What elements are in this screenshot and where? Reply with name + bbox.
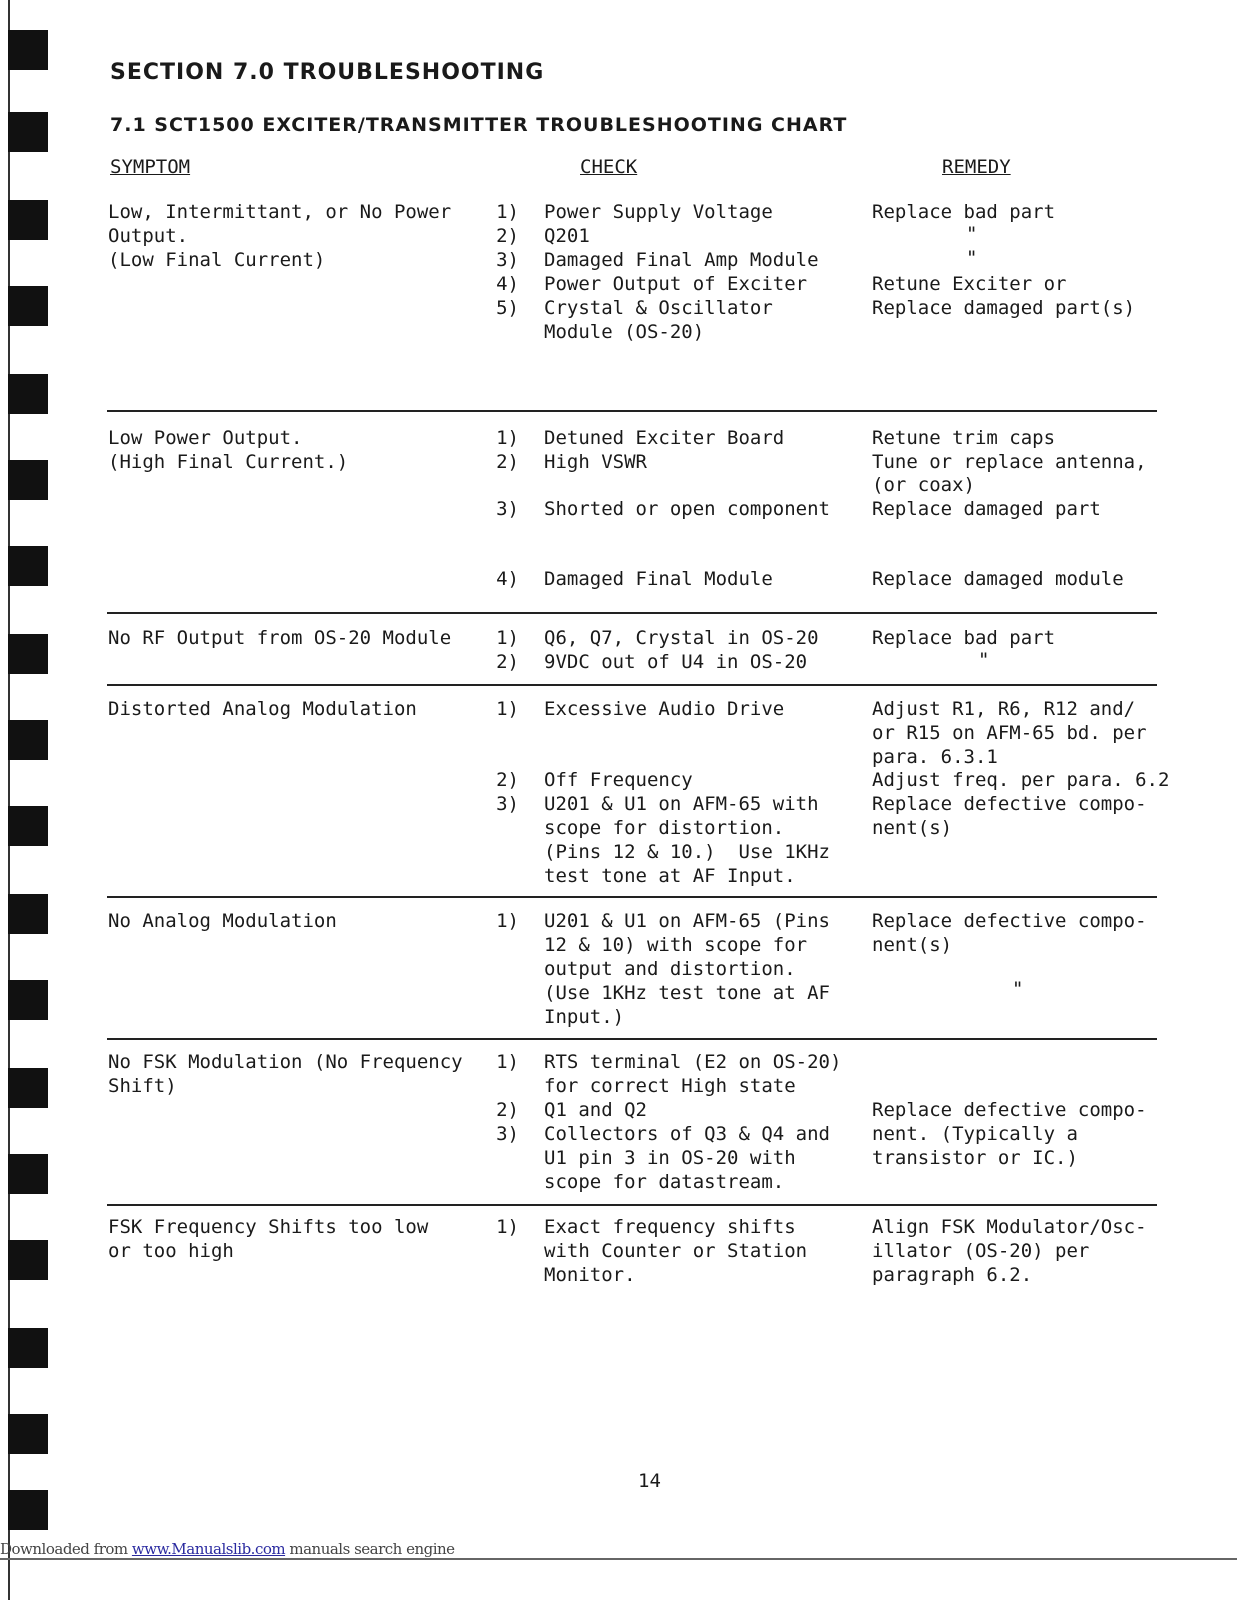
remedy-text: illator (OS-20) per xyxy=(872,1240,1090,1262)
ditto-mark: " xyxy=(966,223,978,245)
symptom-text: No Analog Modulation xyxy=(108,910,337,932)
check-number: 3) xyxy=(496,793,519,815)
check-number: 2) xyxy=(496,1099,519,1121)
manualslib-link[interactable]: www.Manualslib.com xyxy=(131,1540,286,1558)
symptom-text: Shift) xyxy=(108,1075,177,1097)
check-text: 12 & 10) with scope for xyxy=(544,934,808,956)
remedy-text: Adjust R1, R6, R12 and/ xyxy=(872,698,1136,720)
footer-rule xyxy=(0,1558,1237,1560)
check-text: RTS terminal (E2 on OS-20) xyxy=(544,1051,842,1073)
binding-tab xyxy=(8,634,48,674)
check-number: 1) xyxy=(496,1216,519,1238)
check-text: High VSWR xyxy=(544,451,647,473)
binding-tab xyxy=(8,112,48,152)
check-number: 4) xyxy=(496,273,519,295)
binding-tab xyxy=(8,1328,48,1368)
remedy-text: nent(s) xyxy=(872,934,953,956)
symptom-text: Distorted Analog Modulation xyxy=(108,698,417,720)
check-number: 1) xyxy=(496,201,519,223)
check-number: 1) xyxy=(496,910,519,932)
remedy-text: Align FSK Modulator/Osc- xyxy=(872,1216,1147,1238)
row-divider xyxy=(107,612,1157,614)
binding-tab xyxy=(8,286,48,326)
row-divider xyxy=(107,1038,1157,1040)
check-text: Q6, Q7, Crystal in OS-20 xyxy=(544,627,819,649)
remedy-text: Retune Exciter or xyxy=(872,273,1067,295)
binding-tab xyxy=(8,806,48,846)
check-text: Crystal & Oscillator xyxy=(544,297,773,319)
check-text: test tone at AF Input. xyxy=(544,865,796,887)
check-text: Input.) xyxy=(544,1006,625,1028)
column-header-symptom: SYMPTOM xyxy=(110,156,191,178)
row-divider xyxy=(107,1204,1157,1206)
binding-tab xyxy=(8,546,48,586)
check-number: 4) xyxy=(496,568,519,590)
check-text: Excessive Audio Drive xyxy=(544,698,785,720)
column-header-check: CHECK xyxy=(580,156,638,178)
check-number: 2) xyxy=(496,651,519,673)
ditto-mark: " xyxy=(1012,978,1024,1000)
remedy-text: transistor or IC.) xyxy=(872,1147,1078,1169)
check-text: Damaged Final Amp Module xyxy=(544,249,819,271)
remedy-text: Retune trim caps xyxy=(872,427,1056,449)
page-number: 14 xyxy=(638,1470,661,1492)
row-divider xyxy=(107,410,1157,412)
remedy-text: nent(s) xyxy=(872,817,953,839)
check-text: scope for datastream. xyxy=(544,1171,785,1193)
binding-tab xyxy=(8,1414,48,1454)
remedy-text: Replace damaged module xyxy=(872,568,1124,590)
ditto-mark: " xyxy=(966,247,978,269)
symptom-text: or too high xyxy=(108,1240,234,1262)
ditto-mark: " xyxy=(978,649,990,671)
remedy-text: Replace defective compo- xyxy=(872,1099,1147,1121)
check-text: Shorted or open component xyxy=(544,498,830,520)
footer-prefix: Downloaded from xyxy=(0,1540,132,1558)
check-text: Q1 and Q2 xyxy=(544,1099,647,1121)
remedy-text: (or coax) xyxy=(872,474,975,496)
binding-tab xyxy=(8,1490,48,1530)
check-text: Collectors of Q3 & Q4 and xyxy=(544,1123,830,1145)
check-number: 1) xyxy=(496,427,519,449)
check-number: 2) xyxy=(496,769,519,791)
check-number: 5) xyxy=(496,297,519,319)
remedy-text: or R15 on AFM-65 bd. per xyxy=(872,722,1147,744)
check-number: 1) xyxy=(496,627,519,649)
remedy-text: Replace bad part xyxy=(872,627,1056,649)
column-header-remedy: REMEDY xyxy=(942,156,1011,178)
check-number: 2) xyxy=(496,225,519,247)
check-text: with Counter or Station xyxy=(544,1240,808,1262)
symptom-text: Low, Intermittant, or No Power xyxy=(108,201,452,223)
remedy-text: Replace bad part xyxy=(872,201,1056,223)
check-number: 1) xyxy=(496,698,519,720)
binding-tab xyxy=(8,980,48,1020)
remedy-text: Tune or replace antenna, xyxy=(872,451,1147,473)
check-text: Exact frequency shifts xyxy=(544,1216,796,1238)
check-text: Damaged Final Module xyxy=(544,568,773,590)
remedy-text: Replace damaged part xyxy=(872,498,1101,520)
check-text: Monitor. xyxy=(544,1264,636,1286)
check-number: 3) xyxy=(496,249,519,271)
remedy-text: Replace defective compo- xyxy=(872,793,1147,815)
symptom-text: (Low Final Current) xyxy=(108,249,326,271)
symptom-text: (High Final Current.) xyxy=(108,451,349,473)
remedy-text: para. 6.3.1 xyxy=(872,746,998,768)
remedy-text: paragraph 6.2. xyxy=(872,1264,1033,1286)
symptom-text: Low Power Output. xyxy=(108,427,303,449)
symptom-text: Output. xyxy=(108,225,189,247)
check-text: Module (OS-20) xyxy=(544,321,705,343)
section-title: SECTION 7.0 TROUBLESHOOTING xyxy=(110,60,545,85)
check-text: U201 & U1 on AFM-65 (Pins xyxy=(544,910,830,932)
footer-suffix: manuals search engine xyxy=(285,1540,455,1558)
check-text: output and distortion. xyxy=(544,958,796,980)
symptom-text: FSK Frequency Shifts too low xyxy=(108,1216,429,1238)
check-text: U201 & U1 on AFM-65 with xyxy=(544,793,819,815)
chart-title: 7.1 SCT1500 EXCITER/TRANSMITTER TROUBLESHOOTING CHART xyxy=(110,114,848,136)
check-text: Power Output of Exciter xyxy=(544,273,808,295)
binding-tab xyxy=(8,200,48,240)
check-text: Power Supply Voltage xyxy=(544,201,773,223)
check-text: 9VDC out of U4 in OS-20 xyxy=(544,651,808,673)
check-number: 1) xyxy=(496,1051,519,1073)
check-number: 3) xyxy=(496,1123,519,1145)
binding-tab xyxy=(8,1068,48,1108)
binding-tab xyxy=(8,720,48,760)
binding-tab xyxy=(8,894,48,934)
check-number: 2) xyxy=(496,451,519,473)
download-footer xyxy=(0,1540,455,1558)
binding-tab xyxy=(8,1240,48,1280)
binding-tab xyxy=(8,1154,48,1194)
check-text: Detuned Exciter Board xyxy=(544,427,785,449)
symptom-text: No RF Output from OS-20 Module xyxy=(108,627,452,649)
row-divider xyxy=(107,896,1157,898)
remedy-text: nent. (Typically a xyxy=(872,1123,1078,1145)
remedy-text: Adjust freq. per para. 6.2 xyxy=(872,769,1170,791)
binding-tab xyxy=(8,30,48,70)
remedy-text: Replace defective compo- xyxy=(872,910,1147,932)
row-divider xyxy=(107,684,1157,686)
check-text: for correct High state xyxy=(544,1075,796,1097)
check-text: Off Frequency xyxy=(544,769,693,791)
binding-tab xyxy=(8,374,48,414)
check-number: 3) xyxy=(496,498,519,520)
check-text: Q201 xyxy=(544,225,590,247)
remedy-text: Replace damaged part(s) xyxy=(872,297,1136,319)
binding-tab xyxy=(8,460,48,500)
check-text: U1 pin 3 in OS-20 with xyxy=(544,1147,796,1169)
check-text: (Pins 12 & 10.) Use 1KHz xyxy=(544,841,830,863)
symptom-text: No FSK Modulation (No Frequency xyxy=(108,1051,463,1073)
binding-edge xyxy=(0,0,60,1600)
check-text: (Use 1KHz test tone at AF xyxy=(544,982,830,1004)
check-text: scope for distortion. xyxy=(544,817,785,839)
